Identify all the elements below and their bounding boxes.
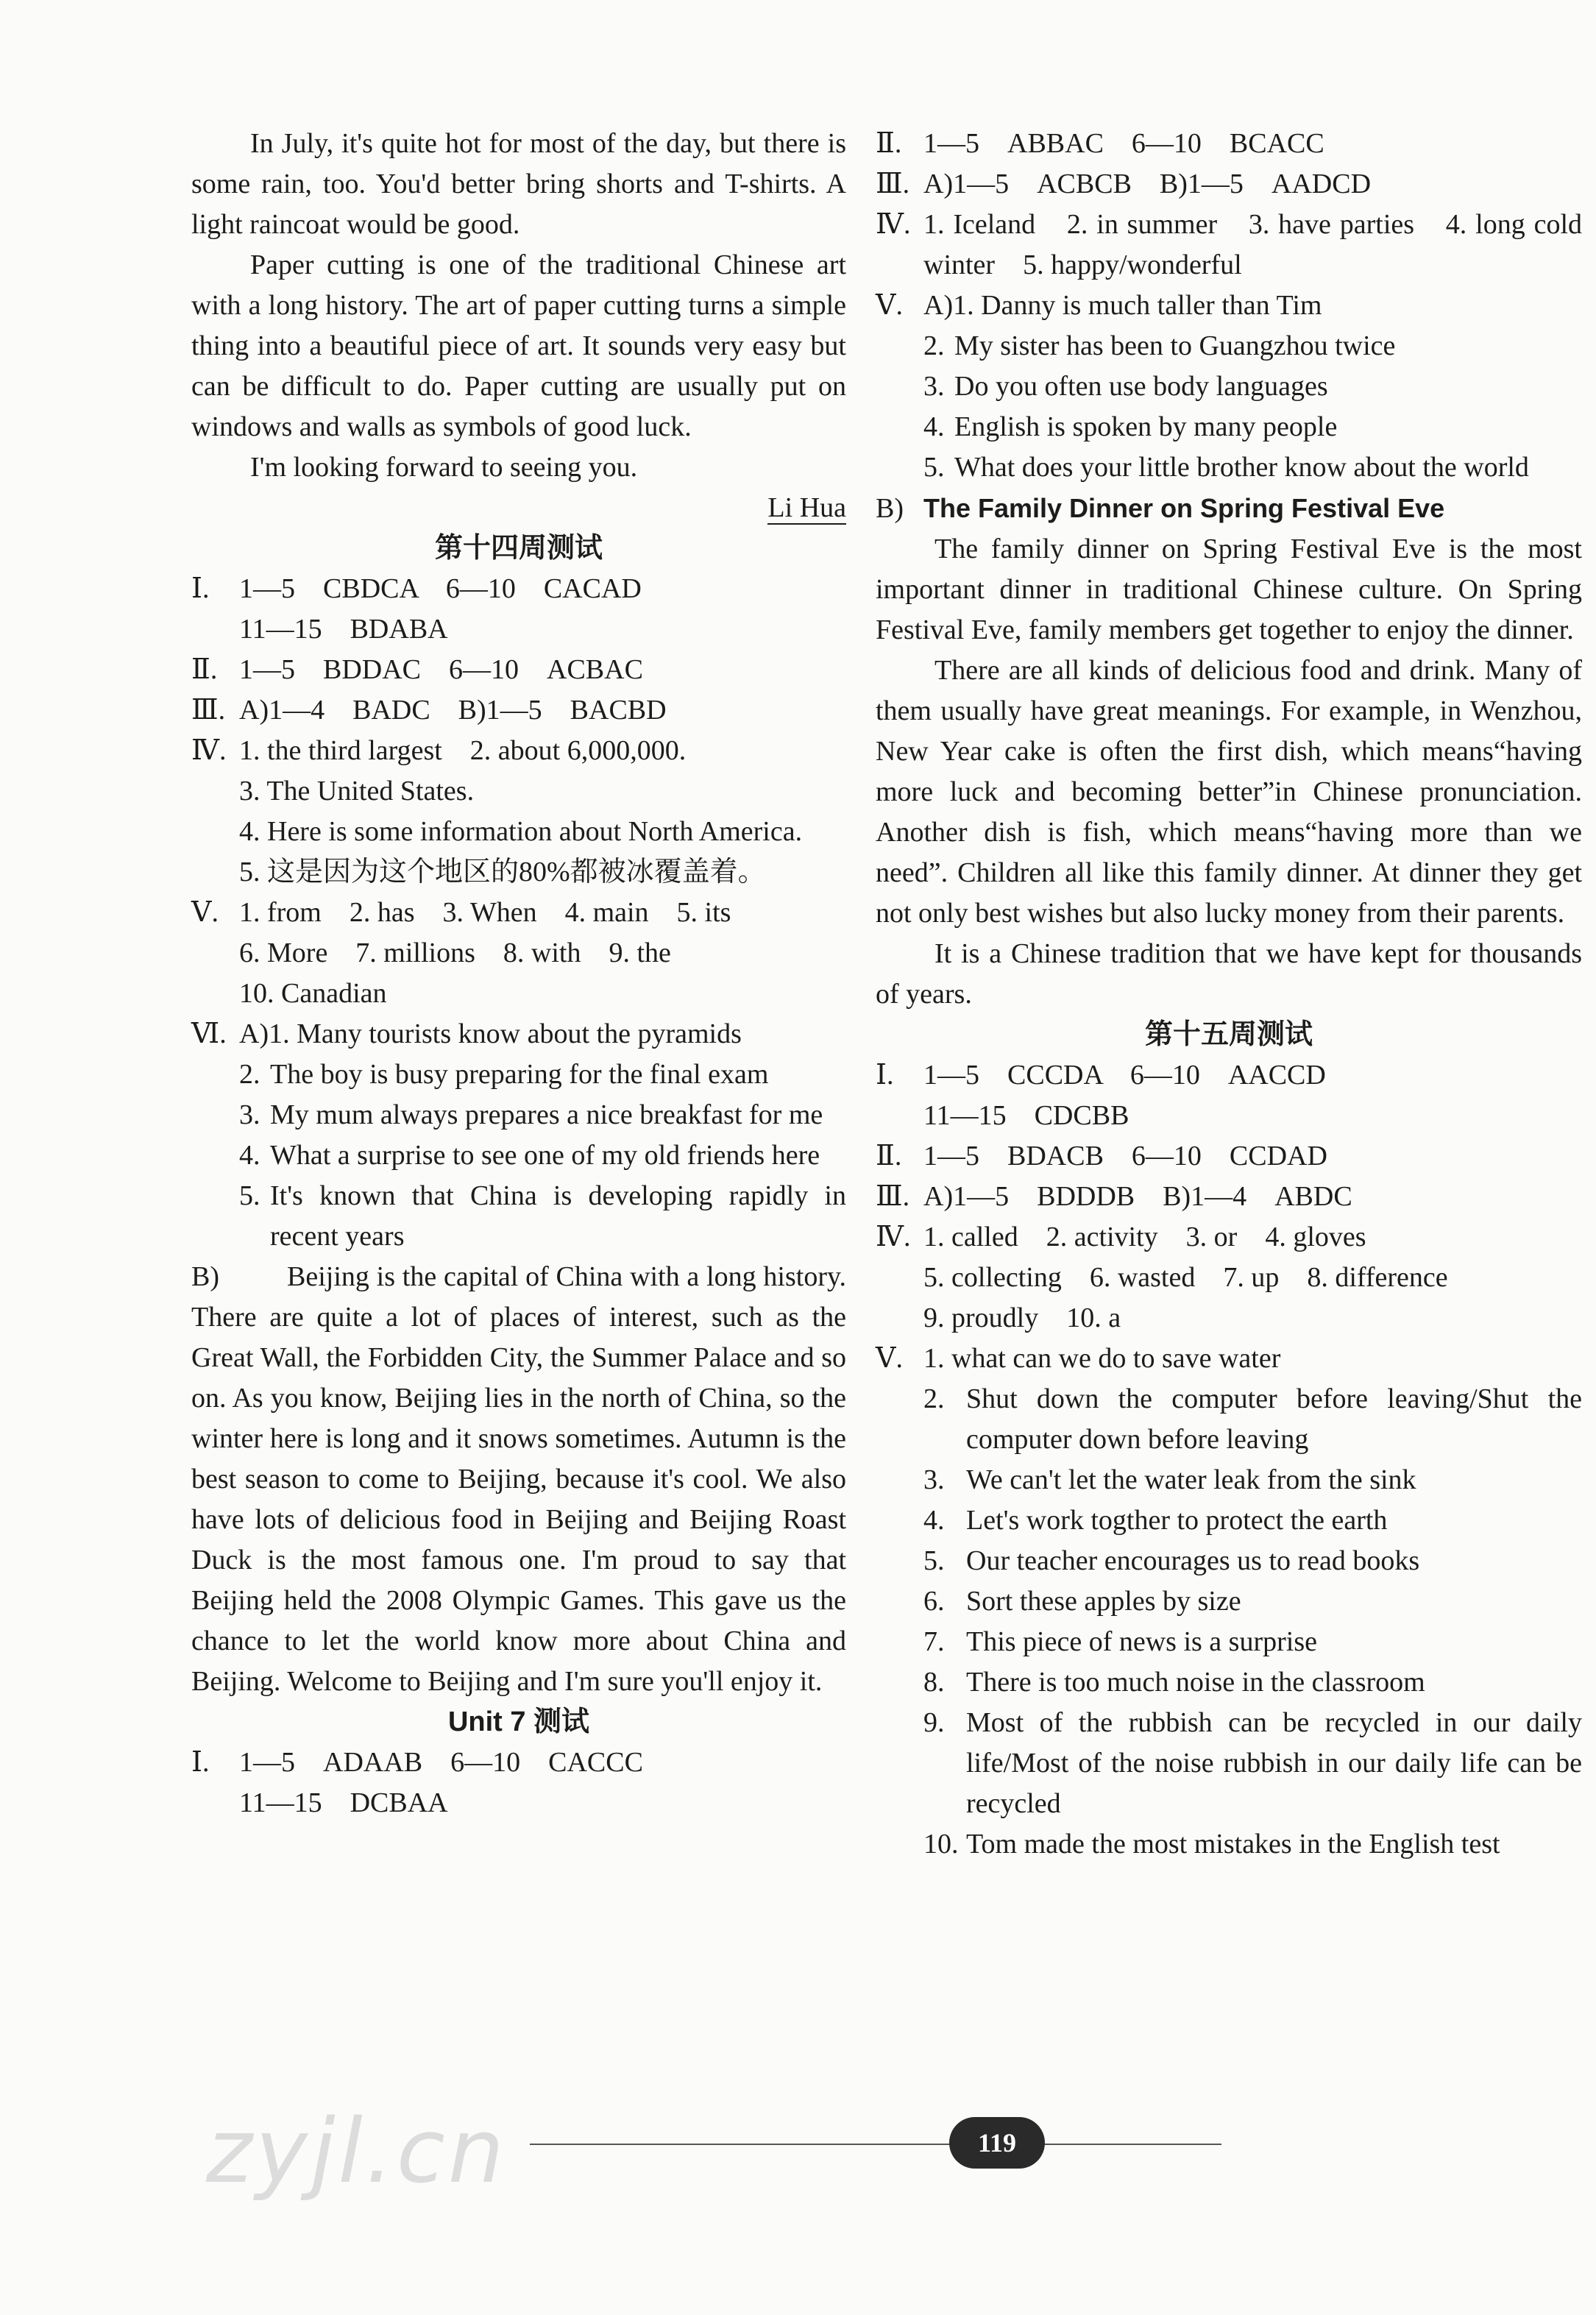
- answer-row: 11—15 CDCBB: [923, 1100, 1129, 1131]
- answer-row: 9. proudly 10. a: [923, 1302, 1121, 1333]
- answer-row: Ⅰ. 1—5 CBDCA 6—10 CACAD: [191, 573, 642, 604]
- answer-row: Ⅱ. 1—5 BDDAC 6—10 ACBAC: [191, 654, 643, 685]
- answer-row: Ⅰ. 1—5 CCCDA 6—10 AACCD: [876, 1060, 1326, 1091]
- answer-row: 11—15 DCBAA: [239, 1787, 448, 1818]
- answer-row: 2. The boy is busy preparing for the final exam: [239, 1059, 769, 1090]
- essay-beijing: B) Beijing is the capital of China with a long history. There are quite a lot of places of interest, such as the Great Wall, the Forbidden City, the Summer Palace and so on. As you know, Beijing lies in the north of China, so the winter here is long and it snows sometimes. Autumn is the best season to come to Beijing, because it's cool. We also have lots of delicious food in Beijing and Beijing Roast Duck is the most famous one. I'm proud to say that Beijing held the 2008 Olympic Games. This gave us the chance to let the world know more about China and Beijing. Welcome to Beijing and I'm sure you'll enjoy it.: [191, 1261, 846, 1697]
- answer-row: Ⅴ. 1. what can we do to save water: [876, 1343, 1281, 1374]
- letter-paragraph: Paper cutting is one of the traditional Chinese art with a long history. The art of paper cutting turns a simple thing into a beautiful piece of art. It sounds very easy but can be difficult to do. Paper cutting are usually put on windows and walls as symbols of good luck.: [191, 249, 846, 442]
- answer-row: Ⅲ. A)1—5 ACBCB B)1—5 AADCD: [876, 169, 1372, 199]
- answer-row: 5. 这是因为这个地区的80%都被冰覆盖着。: [239, 857, 766, 887]
- section-heading-week14: 第十四周测试: [434, 533, 603, 564]
- answer-row: 4. Here is some information about North America.: [239, 816, 803, 847]
- answer-row: 3. The United States.: [239, 776, 475, 806]
- answer-row: 4. English is spoken by many people: [923, 411, 1338, 442]
- essay-paragraph: The family dinner on Spring Festival Eve is the most important dinner in traditional Chinese culture. On Spring Festival Eve, family members get together to enjoy the dinner.: [876, 533, 1582, 645]
- watermark: zyjl.cn: [206, 2101, 507, 2203]
- answer-row: 6. More 7. millions 8. with 9. the: [239, 937, 671, 968]
- answer-row: 6. Sort these apples by size: [923, 1586, 1241, 1617]
- answer-row: Ⅳ. 1. the third largest 2. about 6,000,000.: [191, 735, 687, 766]
- answer-row: Ⅴ. 1. from 2. has 3. When 4. main 5. its: [191, 897, 731, 928]
- answer-row: 10. Canadian: [239, 978, 387, 1009]
- left-column: [191, 124, 846, 1823]
- answer-row: 5. What does your little brother know about the world: [923, 452, 1529, 483]
- answer-row: Ⅲ. A)1—5 BDDDB B)1—4 ABDC: [876, 1181, 1352, 1212]
- answer-row: 10. Tom made the most mistakes in the English test: [923, 1829, 1500, 1860]
- answer-row: 3. Do you often use body languages: [923, 371, 1328, 402]
- answer-row: 3. My mum always prepares a nice breakfast for me: [239, 1099, 823, 1130]
- answer-row: 2. Shut down the computer before leaving/Shut the computer down before leaving: [923, 1383, 1582, 1455]
- essay-paragraph: There are all kinds of delicious food and drink. Many of them usually have great meanings. For example, in Wenzhou, New Year cake is often the first dish, which means“having more luck and becoming better”in Chinese pronunciation. Another dish is fish, which means“having more than we need”. Children all like this family dinner. At dinner they get not only best wishes but also lucky money from their parents.: [876, 655, 1582, 929]
- section-heading-week15: 第十五周测试: [1144, 1019, 1313, 1050]
- answer-row: 4. Let's work togther to protect the earth: [923, 1505, 1388, 1536]
- answer-row: Ⅱ. 1—5 ABBAC 6—10 BCACC: [876, 128, 1324, 159]
- answer-row: Ⅳ. 1. called 2. activity 3. or 4. gloves: [876, 1222, 1366, 1252]
- essay-title: The Family Dinner on Spring Festival Eve: [923, 493, 1445, 523]
- answer-row: 8. There is too much noise in the classroom: [923, 1667, 1425, 1698]
- answer-row: Ⅲ. A)1—4 BADC B)1—5 BACBD: [191, 695, 667, 726]
- letter-paragraph: I'm looking forward to seeing you.: [250, 452, 638, 483]
- answer-row: Ⅵ. A)1. Many tourists know about the pyramids: [191, 1018, 742, 1049]
- answer-row: 3. We can't let the water leak from the sink: [923, 1464, 1416, 1495]
- answer-row: Ⅱ. 1—5 BDACB 6—10 CCDAD: [876, 1141, 1327, 1171]
- answer-row: 5. collecting 6. wasted 7. up 8. difference: [923, 1262, 1448, 1293]
- answer-row: Ⅴ. A)1. Danny is much taller than Tim: [876, 290, 1322, 321]
- page-number: 119: [949, 2117, 1045, 2169]
- page-footer: [206, 2101, 1236, 2203]
- section-heading-unit7: Unit 7 测试: [447, 1706, 590, 1737]
- essay-title-row: B) The Family Dinner on Spring Festival Eve: [876, 493, 1445, 524]
- answer-row: 5. Our teacher encourages us to read books: [923, 1545, 1420, 1576]
- answer-row: 11—15 BDABA: [239, 614, 448, 645]
- letter-paragraph: In July, it's quite hot for most of the day, but there is some rain, too. You'd better bring shorts and T-shirts. A light raincoat would be good.: [191, 128, 846, 240]
- answer-row: Ⅳ. 1. Iceland 2. in summer 3. have parties 4. long cold winter 5. happy/wonderful: [876, 209, 1582, 280]
- answer-row: 9. Most of the rubbish can be recycled in our daily life/Most of the noise rubbish in our daily life can be recycled: [923, 1707, 1582, 1819]
- answer-row: 5. It's known that China is developing rapidly in recent years: [239, 1180, 846, 1252]
- answer-row: 2. My sister has been to Guangzhou twice: [923, 330, 1396, 361]
- signature: Li Hua: [767, 492, 846, 523]
- answer-row: 4. What a surprise to see one of my old friends here: [239, 1140, 820, 1171]
- answer-row: Ⅰ. 1—5 ADAAB 6—10 CACCC: [191, 1747, 643, 1778]
- essay-paragraph: It is a Chinese tradition that we have kept for thousands of years.: [876, 938, 1582, 1010]
- answer-row: 7. This piece of news is a surprise: [923, 1626, 1317, 1657]
- right-column: [876, 124, 1582, 1865]
- footer-rule: [530, 2144, 1221, 2145]
